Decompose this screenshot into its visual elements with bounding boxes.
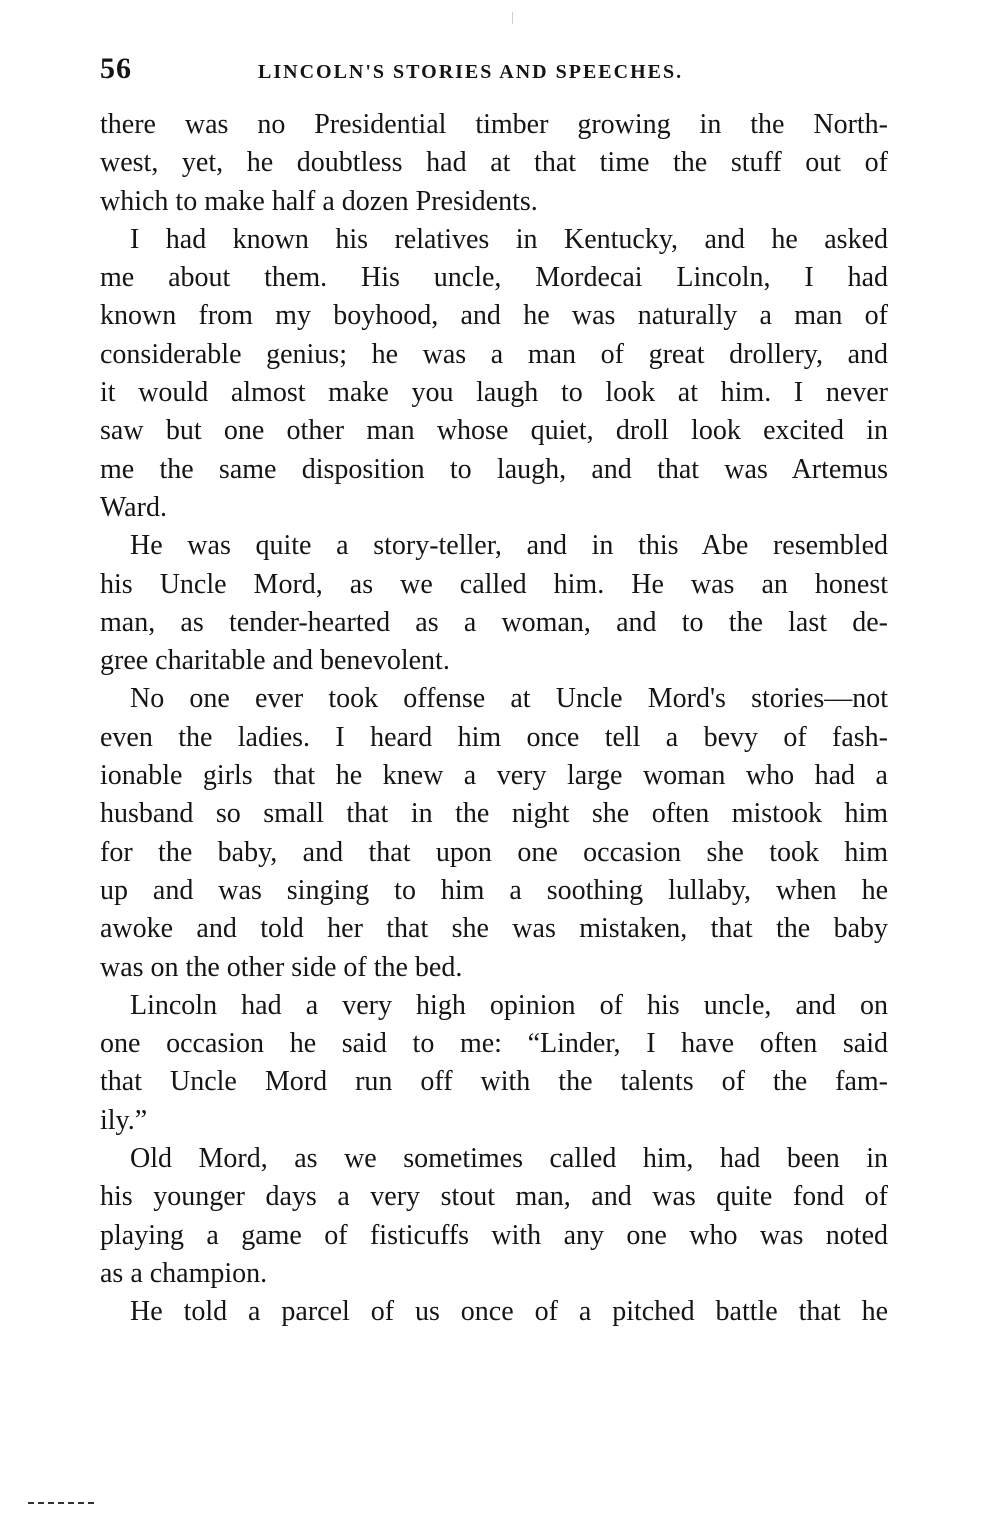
text-line: me the same disposition to laugh, and that was Artemus xyxy=(100,453,888,485)
text-line: husband so small that in the night she often mistook him xyxy=(100,798,888,830)
text-line: his Uncle Mord, as we called him. He was an honest xyxy=(100,568,888,600)
paragraph-first-line: He told a parcel of us once of a pitched battle that he xyxy=(130,1296,888,1328)
body-text xyxy=(100,106,888,1332)
text-line: that Uncle Mord run off with the talents of the fam- xyxy=(100,1066,888,1098)
text-line: known from my boyhood, and he was naturally a man of xyxy=(100,300,888,332)
page-number: 56 xyxy=(100,52,132,85)
text-line: there was no Presidential timber growing in the North- xyxy=(100,109,888,140)
paragraph-first-line: He was quite a story-teller, and in this Abe resembled xyxy=(130,530,888,562)
text-line: saw but one other man whose quiet, droll look excited in xyxy=(100,415,888,447)
paragraph-first-line: Lincoln had a very high opinion of his uncle, and on xyxy=(130,989,888,1021)
text-line: considerable genius; he was a man of great drollery, and xyxy=(100,338,888,370)
text-line: man, as tender-hearted as a woman, and to the last de- xyxy=(100,606,888,638)
text-line: up and was singing to him a soothing lullaby, when he xyxy=(100,874,888,906)
text-line: even the ladies. I heard him once tell a bevy of fash- xyxy=(100,721,888,753)
running-head: LINCOLN'S STORIES AND SPEECHES. xyxy=(258,61,684,83)
text-line: me about them. His uncle, Mordecai Lincoln, I had xyxy=(100,262,888,294)
text-line: was on the other side of the bed. xyxy=(100,951,463,983)
paragraph-first-line: I had known his relatives in Kentucky, and he asked xyxy=(130,223,888,255)
text-line: west, yet, he doubtless had at that time the stuff out of xyxy=(100,147,888,179)
text-line: awoke and told her that she was mistaken, that the baby xyxy=(100,913,888,945)
paragraph-first-line: No one ever took offense at Uncle Mord's stories—not xyxy=(130,683,888,715)
text-line: Ward. xyxy=(100,491,167,523)
text-line: ily.” xyxy=(100,1104,148,1136)
paragraph-first-line: Old Mord, as we sometimes called him, had been in xyxy=(130,1143,888,1175)
scan-speck xyxy=(512,12,513,24)
text-line: for the baby, and that upon one occasion she took him xyxy=(100,836,888,868)
text-line: his younger days a very stout man, and was quite fond of xyxy=(100,1181,888,1213)
text-line: playing a game of fisticuffs with any one who was noted xyxy=(100,1219,888,1251)
text-line: ionable girls that he knew a very large woman who had a xyxy=(100,760,888,792)
text-line: it would almost make you laugh to look at him. I never xyxy=(100,377,888,409)
text-line: which to make half a dozen Presidents. xyxy=(100,185,538,217)
text-line: as a champion. xyxy=(100,1257,268,1289)
text-line: gree charitable and benevolent. xyxy=(100,645,450,677)
footer-rule xyxy=(28,1502,94,1504)
page-header xyxy=(100,52,888,92)
text-line: one occasion he said to me: “Linder, I have often said xyxy=(100,1028,888,1060)
